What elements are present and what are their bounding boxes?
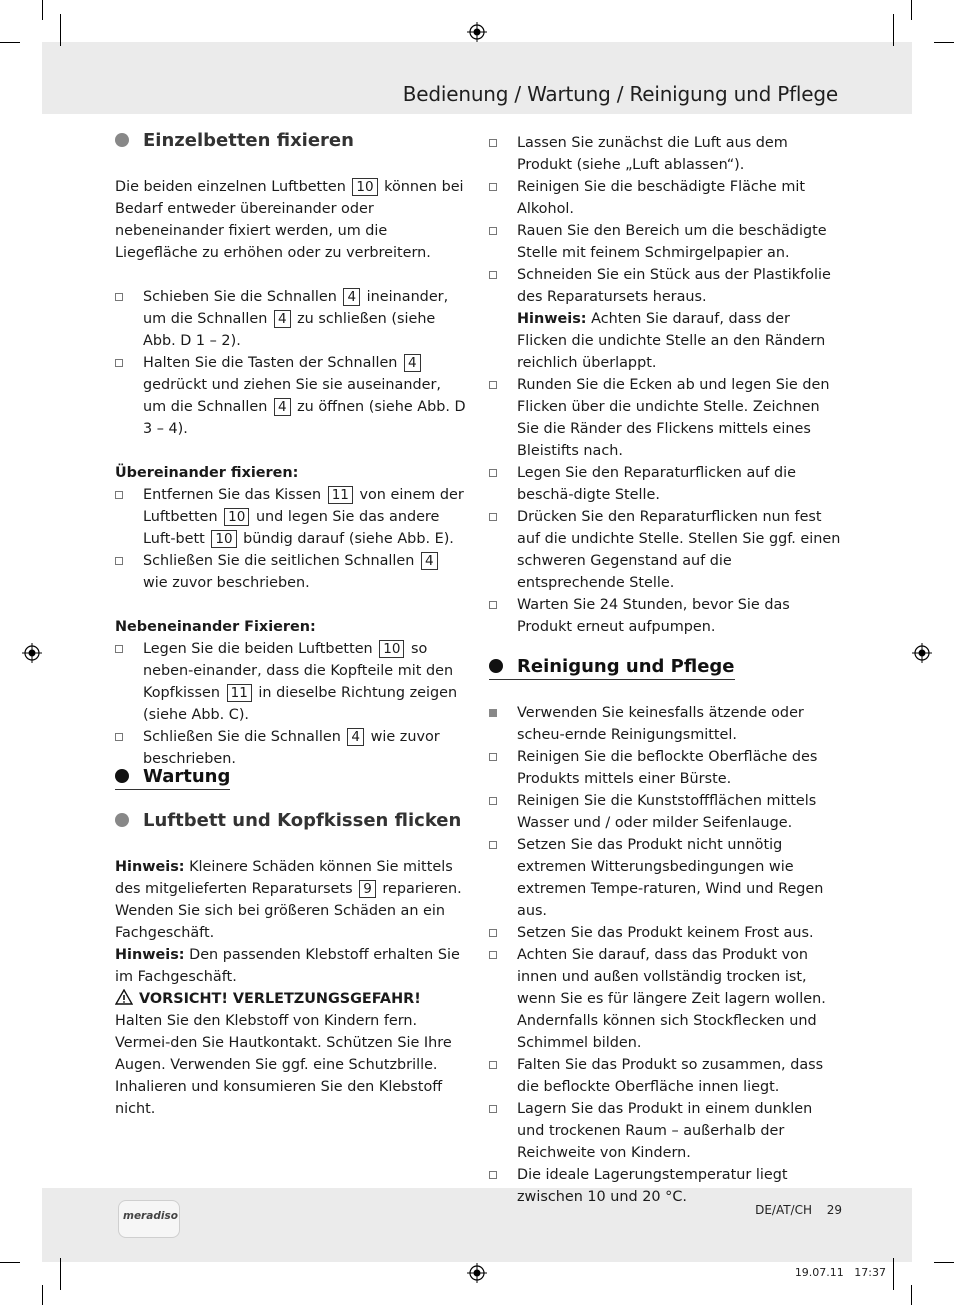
list-item: Legen Sie die beiden Luftbetten 10 so neben-einander, dass die Kopfteile mit den Kopfkissen 11 in dieselbe Richtung zeigen (siehe Abb. C).	[115, 638, 467, 726]
registration-mark-icon	[467, 1263, 487, 1283]
crop-mark	[60, 14, 61, 46]
list-item: Reinigen Sie die Kunststoffflächen mittels Wasser und / oder milder Seifenlauge.	[489, 790, 841, 834]
crop-mark	[0, 1262, 20, 1263]
list-item: Rauen Sie den Bereich um die beschädigte Stelle mit feinem Schmirgelpapier an.	[489, 220, 841, 264]
page-title: Bedienung / Wartung / Reinigung und Pflege	[402, 82, 838, 106]
hint-paragraph: Hinweis: Kleinere Schäden können Sie mittels des mitgelieferten Reparatursets 9 reparieren. Wenden Sie sich bei größeren Schäden an ein Fachgeschäft.	[115, 859, 462, 941]
crop-mark	[911, 0, 912, 20]
bullet-icon	[489, 659, 503, 673]
subheading-nebeneinander: Nebeneinander Fixieren:	[115, 619, 316, 635]
registration-mark-icon	[912, 643, 932, 663]
footer-locale: DE/AT/CH	[755, 1203, 812, 1217]
list-item: Setzen Sie das Produkt nicht unnötig extremen Witterungsbedingungen wie extremen Tempe-raturen, Wind und Regen aus.	[489, 834, 841, 922]
left-column	[115, 176, 467, 770]
warning-text: Halten Sie den Klebstoff von Kindern fern. Vermei-den Sie Hautkontakt. Schützen Sie Ihre Augen. Verwenden Sie ggf. eine Schutzbrille. Inhalieren und konsumieren Sie den Klebstoff nicht.	[115, 1013, 452, 1117]
bullet-icon	[115, 133, 129, 147]
list-item: Schließen Sie die seitlichen Schnallen 4 wie zuvor beschrieben.	[115, 550, 467, 594]
crop-mark	[934, 1262, 954, 1263]
list-item: Lagern Sie das Produkt in einem dunklen und trockenen Raum – außerhalb der Reichweite von Kindern.	[489, 1098, 841, 1164]
list-item: Halten Sie die Tasten der Schnallen 4 gedrückt und ziehen Sie sie auseinander, um die Schnallen 4 zu öffnen (siehe Abb. D 3 – 4).	[115, 352, 467, 440]
print-timestamp: 19.07.11 17:37	[794, 1266, 886, 1279]
right-column-upper	[489, 132, 841, 638]
list-item: Setzen Sie das Produkt keinem Frost aus.	[489, 922, 841, 944]
list-item: Verwenden Sie keinesfalls ätzende oder scheu-ernde Reinigungsmittel.	[489, 702, 841, 746]
intro-paragraph: Die beiden einzelnen Luftbetten 10 können bei Bedarf entweder übereinander oder nebeneinander fixiert werden, um die Liegefläche zu erhöhen oder zu verbreitern.	[115, 179, 464, 261]
hint-paragraph: Hinweis: Den passenden Klebstoff erhalten Sie im Fachgeschäft.	[115, 947, 460, 985]
list-item: Lassen Sie zunächst die Luft aus dem Produkt (siehe „Luft ablassen“).	[489, 132, 841, 176]
list-item: Die ideale Lagerungstemperatur liegt zwischen 10 und 20 °C.	[489, 1164, 841, 1208]
brand-logo	[118, 1200, 180, 1238]
crop-mark	[893, 14, 894, 46]
crop-mark	[934, 42, 954, 43]
left-column-lower	[115, 856, 467, 1120]
list-item: Legen Sie den Reparaturflicken auf die beschä-digte Stelle.	[489, 462, 841, 506]
heading-flicken: Luftbett und Kopfkissen flicken	[115, 810, 461, 831]
crop-mark	[42, 0, 43, 20]
list-item: Reinigen Sie die beschädigte Fläche mit Alkohol.	[489, 176, 841, 220]
heading-einzelbetten: Einzelbetten fixieren	[115, 130, 354, 151]
warning-triangle-icon	[115, 989, 133, 1005]
list-item: Entfernen Sie das Kissen 11 von einem der Luftbetten 10 und legen Sie das andere Luft-bett 10 bündig darauf (siehe Abb. E).	[115, 484, 467, 550]
crop-mark	[0, 42, 20, 43]
list-item: Warten Sie 24 Stunden, bevor Sie das Produkt erneut aufpumpen.	[489, 594, 841, 638]
heading-wartung: Wartung	[115, 766, 230, 790]
bullet-icon	[115, 813, 129, 827]
list-item: Schieben Sie die Schnallen 4 ineinander, um die Schnallen 4 zu schließen (siehe Abb. D 1 – 2).	[115, 286, 467, 352]
list-item: Runden Sie die Ecken ab und legen Sie den Flicken über die undichte Stelle. Zeichnen Sie die Ränder des Flickens mittels eines Bleistifts nach.	[489, 374, 841, 462]
crop-mark	[911, 1285, 912, 1305]
subheading-uebereinander: Übereinander fixieren:	[115, 465, 299, 481]
crop-mark	[893, 1258, 894, 1290]
registration-mark-icon	[467, 22, 487, 42]
heading-reinigung: Reinigung und Pflege	[489, 656, 735, 680]
right-column-lower	[489, 702, 841, 1208]
page-number: 29	[826, 1203, 842, 1217]
registration-mark-icon	[22, 643, 42, 663]
list-item: Achten Sie darauf, dass das Produkt von innen und außen vollständig trocken ist, wenn Sie es für längere Zeit lagern wollen. Andernfalls können sich Stockflecken und Schimmel bilden.	[489, 944, 841, 1054]
crop-mark	[60, 1258, 61, 1290]
list-item: Drücken Sie den Reparaturflicken nun fest auf die undichte Stelle. Stellen Sie ggf. einen schweren Gegenstand auf die entsprechende Stelle.	[489, 506, 841, 594]
bullet-icon	[115, 769, 129, 783]
list-item: Schließen Sie die Schnallen 4 wie zuvor beschrieben.	[115, 726, 467, 770]
list-item: Falten Sie das Produkt so zusammen, dass die beflockte Oberfläche innen liegt.	[489, 1054, 841, 1098]
crop-mark	[42, 1285, 43, 1305]
brand-logo-text: meradiso	[123, 1210, 178, 1222]
list-item: Reinigen Sie die beflockte Oberfläche des Produkts mittels einer Bürste.	[489, 746, 841, 790]
warning-heading: VORSICHT! VERLETZUNGSGEFAHR!	[115, 988, 467, 1010]
list-item: Schneiden Sie ein Stück aus der Plastikfolie des Reparatursets heraus. Hinweis: Achten Sie darauf, dass der Flicken die undichte Stelle an den Rändern reichlich überlappt.	[489, 264, 841, 374]
